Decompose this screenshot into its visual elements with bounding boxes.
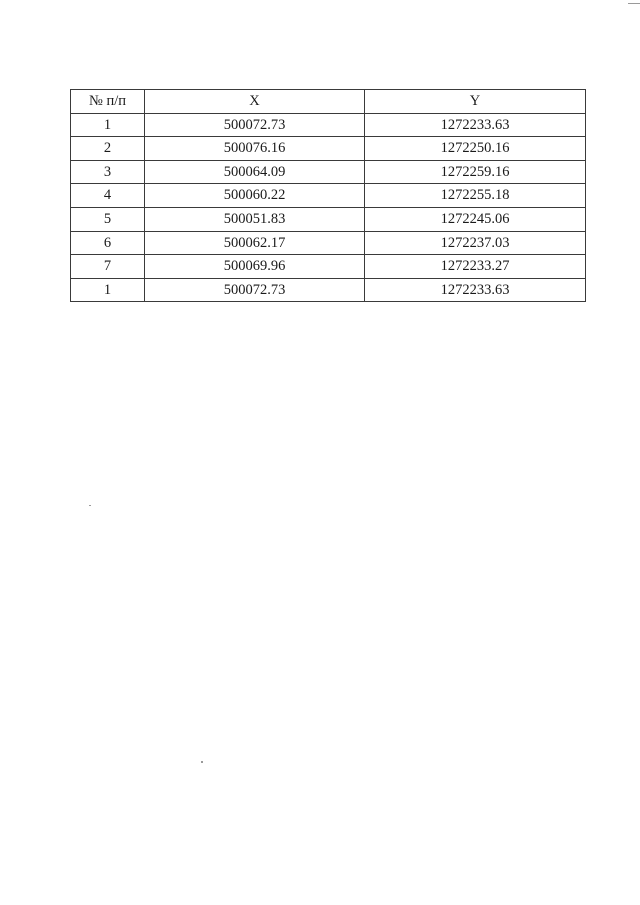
row-y: 1272233.63 (365, 113, 586, 137)
table-row (71, 160, 586, 184)
table-row (71, 207, 586, 231)
row-x: 500062.17 (145, 231, 365, 255)
row-number: 7 (71, 255, 145, 279)
table-header-row (71, 90, 586, 114)
row-y: 1272233.27 (365, 255, 586, 279)
row-number: 4 (71, 184, 145, 208)
row-number: 5 (71, 207, 145, 231)
row-x: 500076.16 (145, 137, 365, 161)
row-number: 1 (71, 278, 145, 302)
row-x: 500072.73 (145, 113, 365, 137)
table-row (71, 278, 586, 302)
row-number: 1 (71, 113, 145, 137)
row-x: 500069.96 (145, 255, 365, 279)
table-row (71, 137, 586, 161)
table-row (71, 113, 586, 137)
row-number: 2 (71, 137, 145, 161)
row-x: 500064.09 (145, 160, 365, 184)
row-y: 1272245.06 (365, 207, 586, 231)
row-y: 1272250.16 (365, 137, 586, 161)
header-number: № п/п (71, 90, 145, 114)
scan-mark (628, 3, 640, 4)
table-row (71, 255, 586, 279)
header-x: X (145, 90, 365, 114)
row-x: 500072.73 (145, 278, 365, 302)
row-y: 1272255.18 (365, 184, 586, 208)
scan-speck (89, 505, 91, 506)
coordinates-table (70, 89, 586, 302)
row-x: 500060.22 (145, 184, 365, 208)
table-row (71, 184, 586, 208)
row-number: 6 (71, 231, 145, 255)
table-row (71, 231, 586, 255)
row-y: 1272233.63 (365, 278, 586, 302)
header-y: Y (365, 90, 586, 114)
row-x: 500051.83 (145, 207, 365, 231)
row-y: 1272259.16 (365, 160, 586, 184)
row-y: 1272237.03 (365, 231, 586, 255)
row-number: 3 (71, 160, 145, 184)
scan-speck (201, 761, 203, 763)
